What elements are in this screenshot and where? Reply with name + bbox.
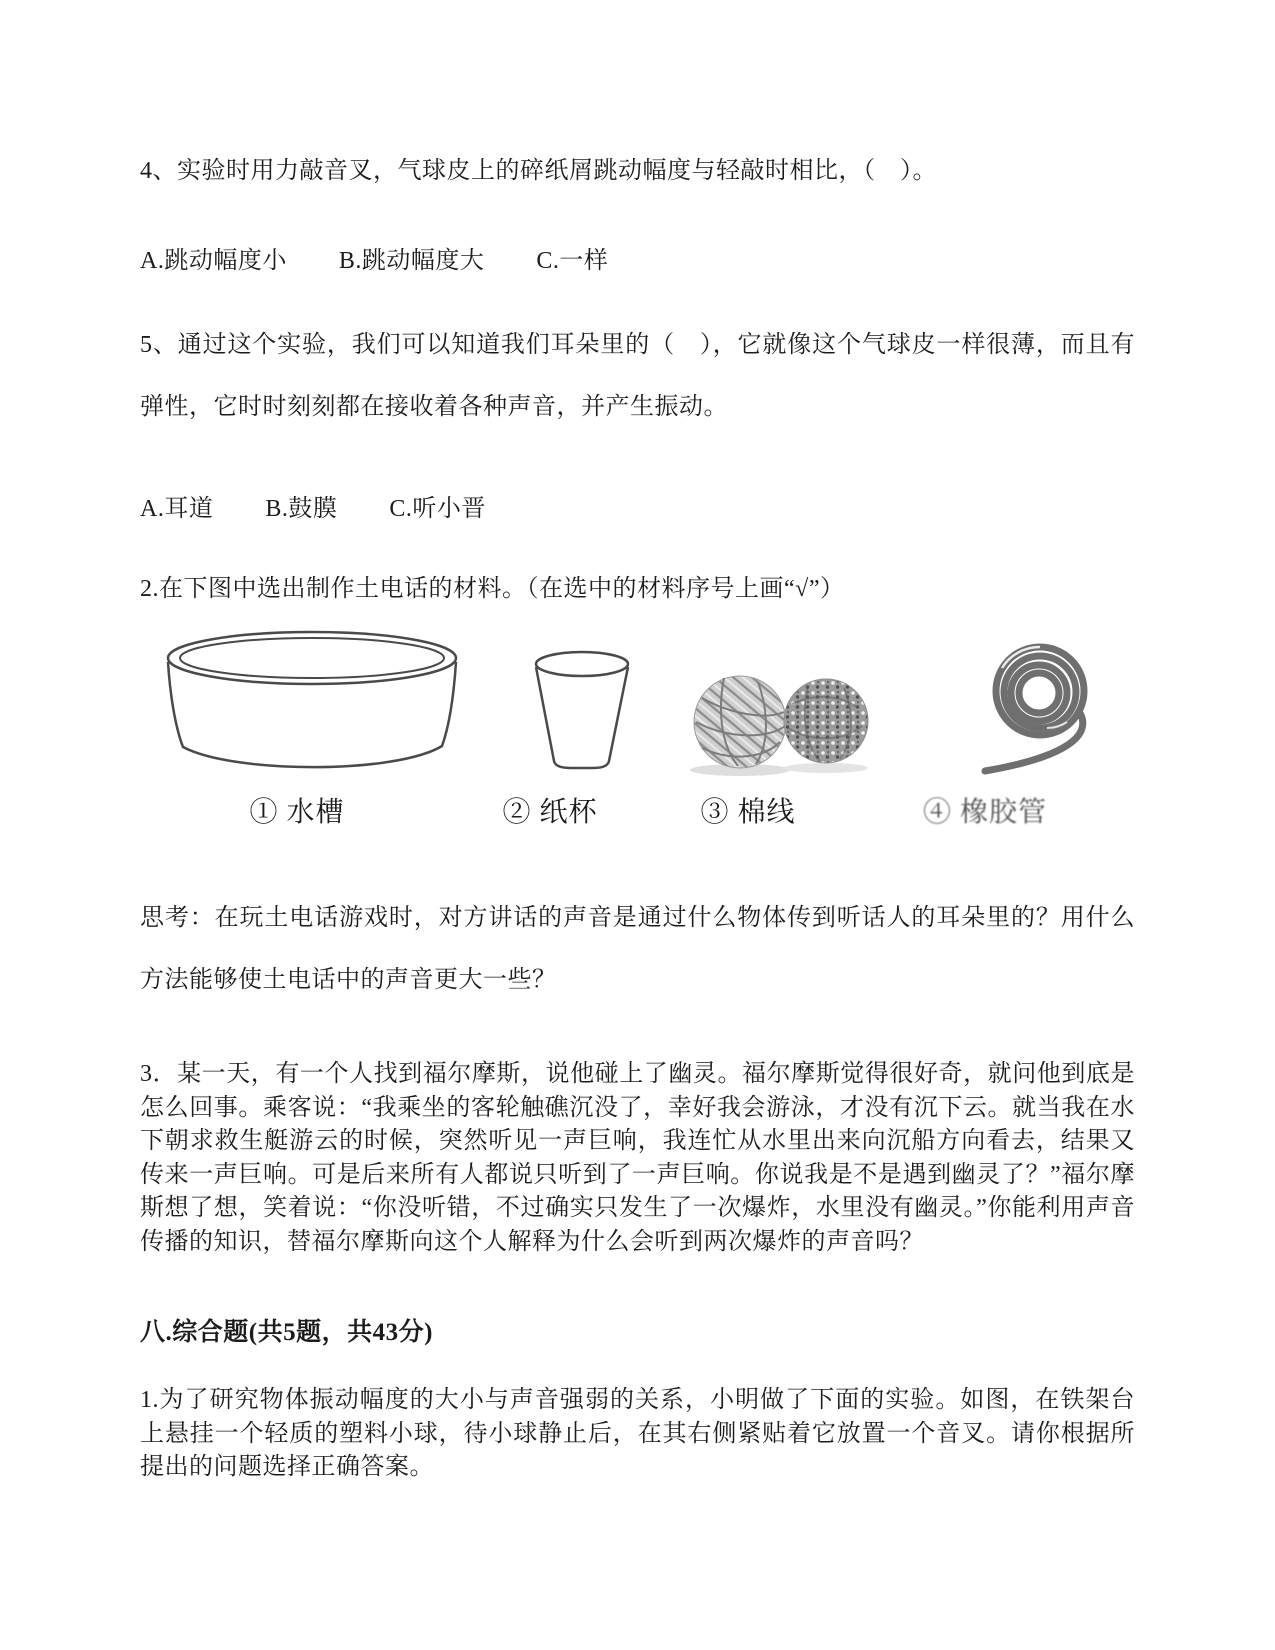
- material-label-rubber-tube: ④ 橡胶管: [922, 797, 1047, 828]
- q4-option-a: A.跳动幅度小: [140, 248, 287, 274]
- rubber-tube-image: [955, 636, 1115, 783]
- q4-option-b: B.跳动幅度大: [338, 248, 485, 274]
- q4-option-c: C.一样: [536, 248, 609, 274]
- question-3-text: 3．某一天，有一个人找到福尔摩斯，说他碰上了幽灵。福尔摩斯觉得很好奇，就问他到底是怎么回事。乘客说：“我乘坐的客轮触礁沉没了，幸好我会游泳，才没有沉下云。就当我在水下朝求救生艇游云的时候，突然听见一声巨响，我连忙从水里出来向沉船方向看去，结果又传来一声巨响。可是后来所有人都说只听到了一声巨响。你说我是不是遇到幽灵了？”福尔摩斯想了想，笑着说：“你没听错，不过确实只发生了一次爆炸，水里没有幽灵。”你能利用声音传播的知识，替福尔摩斯向这个人解释为什么会听到两次爆炸的声音吗？: [140, 1061, 1135, 1255]
- question-5-options: [140, 488, 538, 523]
- q5-option-a: A.耳道: [140, 496, 214, 522]
- q5-option-b: B.鼓膜: [265, 496, 338, 522]
- cotton-twine-image: [680, 660, 880, 783]
- question-4-options: [140, 240, 660, 275]
- question-2-think-prompt: 思考：在玩土电话游戏时，对方讲话的声音是通过什么物体传到听话人的耳朵里的？用什么方法能够使土电话中的声音更大一些？: [140, 905, 1135, 993]
- question-5-text: 5、通过这个实验，我们可以知道我们耳朵里的（ ），它就像这个气球皮一样很薄，而且有弹性，它时时刻刻都在接收着各种声音，并产生振动。: [140, 332, 1135, 420]
- material-label-cotton-twine: ③ 棉线: [700, 797, 796, 828]
- q5-option-c: C.听小晋: [389, 496, 486, 522]
- section8-question-1-text: 1.为了研究物体振动幅度的大小与声音强弱的关系，小明做了下面的实验。如图，在铁架台上悬挂一个轻质的塑料小球，待小球静止后，在其右侧紧贴着它放置一个音叉。请你根据所提出的问题选择正确答案。: [140, 1387, 1135, 1480]
- material-label-water-tank: ① 水槽: [249, 797, 345, 828]
- question-2-text: 2.在下图中选出制作土电话的材料。（在选中的材料序号上画“√”）: [140, 576, 845, 602]
- material-label-paper-cup: ② 纸杯: [502, 797, 598, 828]
- section-8-heading: 八.综合题(共5题，共43分): [140, 1319, 433, 1346]
- water-tank-image: [162, 628, 462, 785]
- paper-cup-image: [530, 650, 634, 779]
- question-4-text: 4、实验时用力敲音叉，气球皮上的碎纸屑跳动幅度与轻敲时相比，（ ）。: [140, 158, 937, 184]
